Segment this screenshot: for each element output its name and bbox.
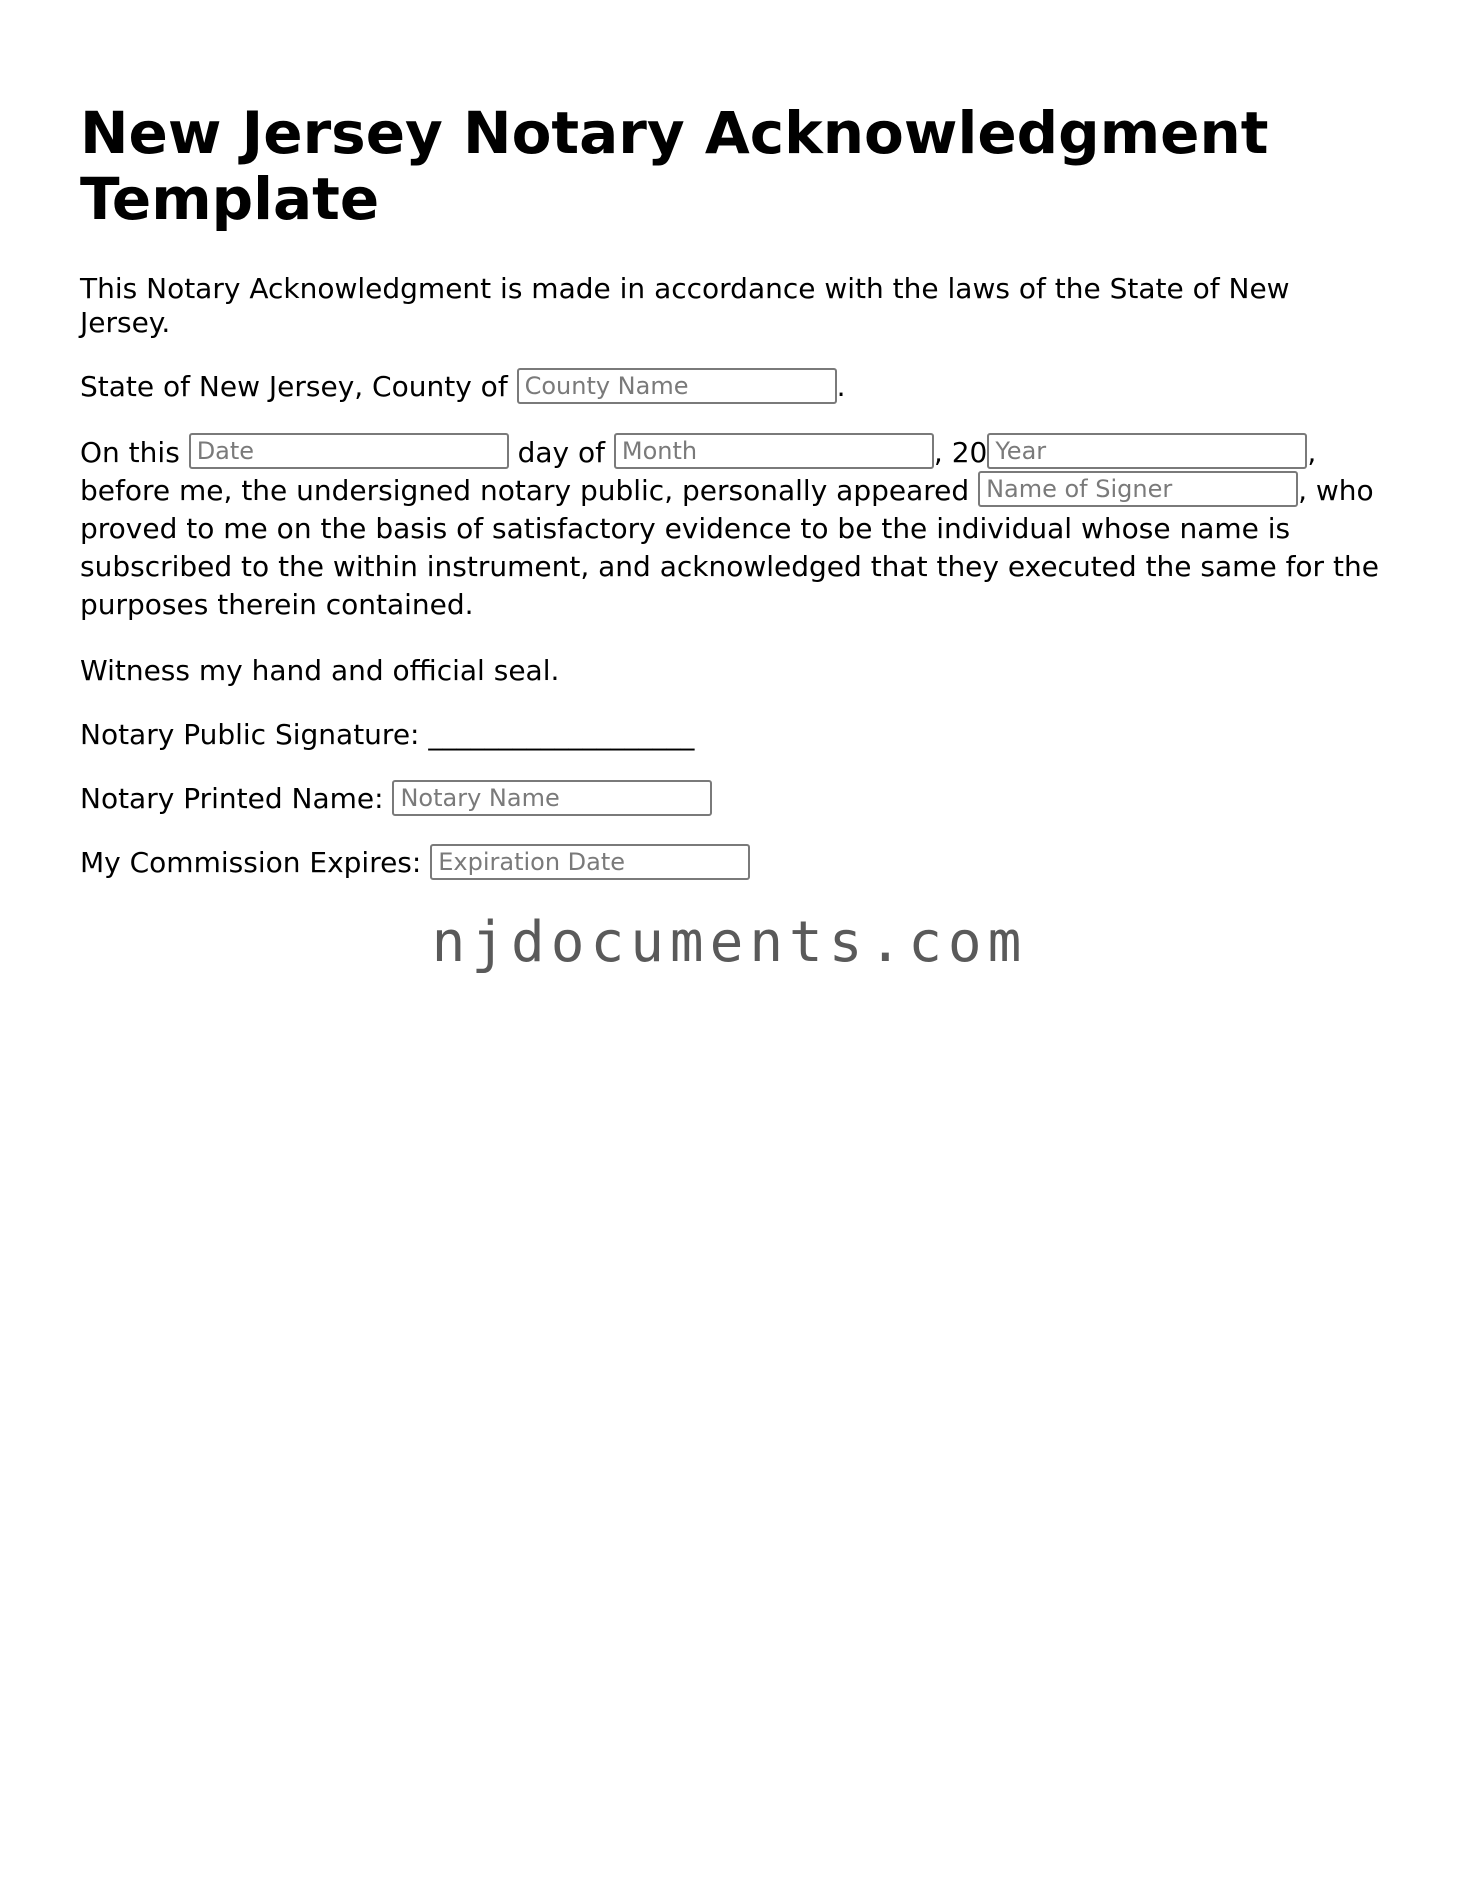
month-input[interactable] — [614, 433, 934, 469]
county-suffix: . — [836, 370, 846, 403]
witness-line: Witness my hand and official seal. — [80, 654, 560, 687]
county-line — [80, 370, 1380, 404]
acknowledgment-paragraph — [80, 434, 1380, 624]
year-input[interactable] — [987, 433, 1307, 469]
commission-label: My Commission Expires: — [80, 846, 431, 879]
page-title: New Jersey Notary Acknowledgment Template — [80, 99, 1269, 233]
intro-paragraph: This Notary Acknowledgment is made in accordance with the laws of the State of New Jersey. — [80, 272, 1290, 339]
signer-name-input[interactable] — [978, 471, 1298, 507]
ack-text-5: , who proved to me on the basis of satisfactory evidence to be the individual whose name is subscribed to the within instrument, and acknowledged that they executed the same for the purposes therein contained. — [80, 474, 1379, 621]
printed-name-label: Notary Printed Name: — [80, 782, 393, 815]
county-name-input[interactable] — [517, 368, 837, 404]
printed-name-line — [80, 782, 1380, 816]
ack-text-1: On this — [80, 436, 189, 469]
date-input[interactable] — [189, 433, 509, 469]
expiration-date-input[interactable] — [430, 844, 750, 880]
watermark: njdocuments.com — [431, 910, 1028, 975]
commission-line — [80, 846, 1380, 880]
notary-name-input[interactable] — [392, 780, 712, 816]
document-page — [80, 100, 1380, 910]
ack-text-4: , before me, the undersigned notary public, personally appeared — [80, 436, 1317, 507]
ack-text-3: , 20 — [933, 436, 988, 469]
signature-underline[interactable]: ___________________ — [428, 718, 695, 751]
signature-label: Notary Public Signature: — [80, 718, 429, 751]
county-prefix: State of New Jersey, County of — [80, 370, 517, 403]
ack-text-2: day of — [508, 436, 614, 469]
signature-line — [80, 718, 1380, 752]
